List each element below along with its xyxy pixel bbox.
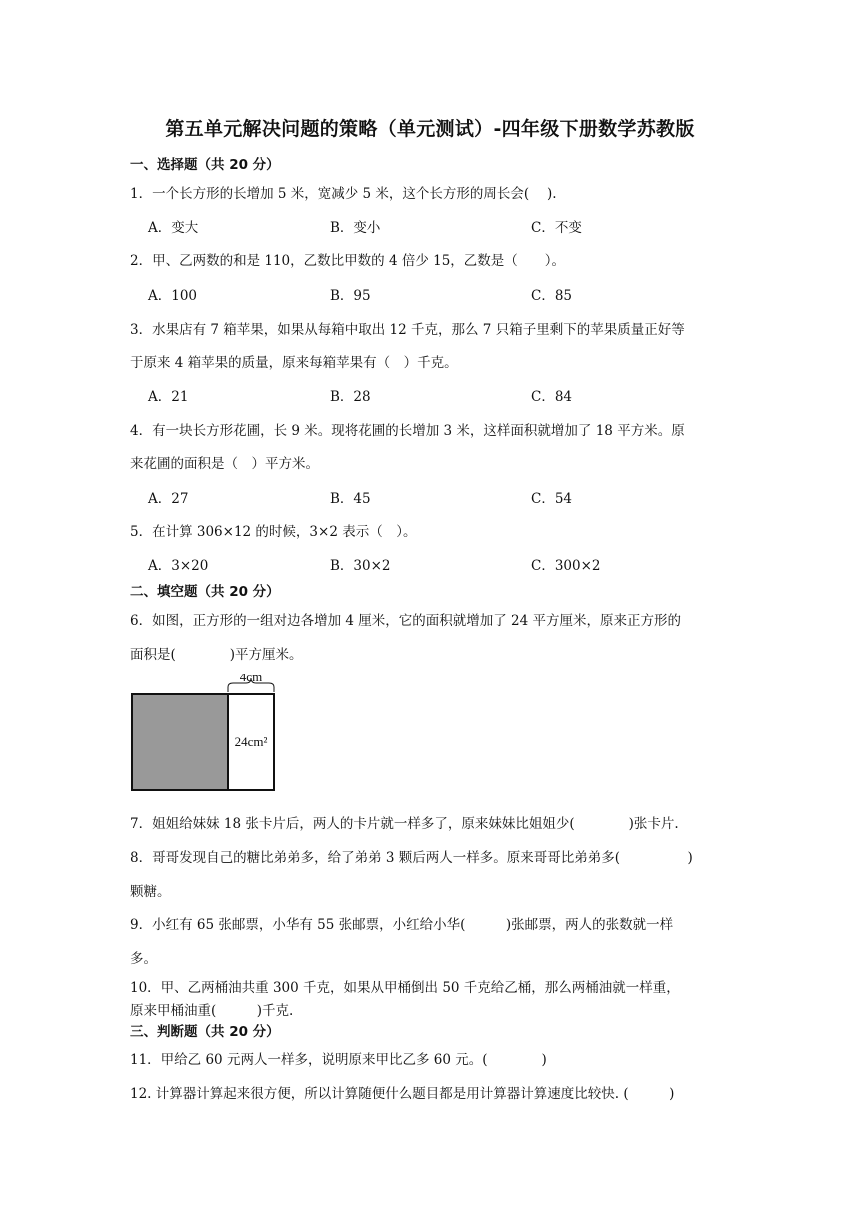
question-8-line-1: 8．哥哥发现自己的糖比弟弟多，给了弟弟 3 颗后两人一样多。原来哥哥比弟弟多( ) <box>130 850 693 866</box>
original-square <box>132 694 228 790</box>
question-2: 2．甲、乙两数的和是 110，乙数比甲数的 4 倍少 15，乙数是（ ）。 <box>130 253 566 269</box>
q4-option-a: A．27 <box>148 491 189 507</box>
question-4-line-2: 来花圃的面积是（ ）平方米。 <box>130 456 319 472</box>
q5-option-a: A．3×20 <box>148 558 209 574</box>
q2-option-b: B．95 <box>330 288 371 304</box>
section-heading-choice: 一、选择题（共 20 分） <box>130 157 280 173</box>
question-10-line-1: 10．甲、乙两桶油共重 300 千克，如果从甲桶倒出 50 千克给乙桶，那么两桶油就一样重， <box>130 980 680 996</box>
q3-option-b: B．28 <box>330 389 371 405</box>
q1-option-c: C．不变 <box>531 220 582 236</box>
question-9-line-1: 9．小红有 65 张邮票，小华有 55 张邮票，小红给小华( )张邮票，两人的张数就一样 <box>130 917 674 933</box>
question-4-line-1: 4．有一块长方形花圃，长 9 米。现将花圃的长增加 3 米，这样面积就增加了 18 平方米。原 <box>130 423 685 439</box>
section-heading-fill-blank: 二、填空题（共 20 分） <box>130 584 280 600</box>
question-7: 7．姐姐给妹妹 18 张卡片后，两人的卡片就一样多了，原来妹妹比姐姐少( )张卡片. <box>130 816 679 832</box>
width-label: 4cm <box>239 674 263 684</box>
question-6-line-1: 6．如图，正方形的一组对边各增加 4 厘米，它的面积就增加了 24 平方厘米，原来正方形的 <box>130 613 682 629</box>
q4-option-b: B．45 <box>330 491 371 507</box>
question-12: 12. 计算器计算起来很方便，所以计算随便什么题目都是用计算器计算速度比较快. ( ) <box>130 1086 675 1102</box>
q1-option-a: A．变大 <box>148 220 199 236</box>
question-5: 5．在计算 306×12 的时候，3×2 表示（ ）。 <box>130 524 417 540</box>
question-3-line-1: 3．水果店有 7 箱苹果，如果从每箱中取出 12 千克，那么 7 只箱子里剩下的苹果质量正好等 <box>130 322 685 338</box>
question-3-line-2: 于原来 4 箱苹果的质量，原来每箱苹果有（ ）千克。 <box>130 355 458 371</box>
question-1: 1．一个长方形的长增加 5 米，宽减少 5 米，这个长方形的周长会( ). <box>130 186 557 202</box>
area-label: 24cm² <box>234 734 268 749</box>
question-10-line-2: 原来甲桶油重( )千克. <box>130 1003 294 1019</box>
question-9-line-2: 多。 <box>130 951 157 967</box>
section-heading-true-false: 三、判断题（共 20 分） <box>130 1024 280 1040</box>
q3-option-a: A．21 <box>148 389 189 405</box>
q4-option-c: C．54 <box>531 491 573 507</box>
q2-option-c: C．85 <box>531 288 573 304</box>
square-extension-figure <box>130 674 280 796</box>
page-title: 第五单元解决问题的策略（单元测试）-四年级下册数学苏教版 <box>165 118 695 140</box>
q1-option-b: B．变小 <box>330 220 381 236</box>
q2-option-a: A．100 <box>148 288 198 304</box>
question-11: 11．甲给乙 60 元两人一样多，说明原来甲比乙多 60 元。( ) <box>130 1052 547 1068</box>
question-6-line-2: 面积是( )平方厘米。 <box>130 647 303 663</box>
question-8-line-2: 颗糖。 <box>130 884 171 900</box>
q3-option-c: C．84 <box>531 389 573 405</box>
q5-option-b: B．30×2 <box>330 558 391 574</box>
q5-option-c: C．300×2 <box>531 558 601 574</box>
